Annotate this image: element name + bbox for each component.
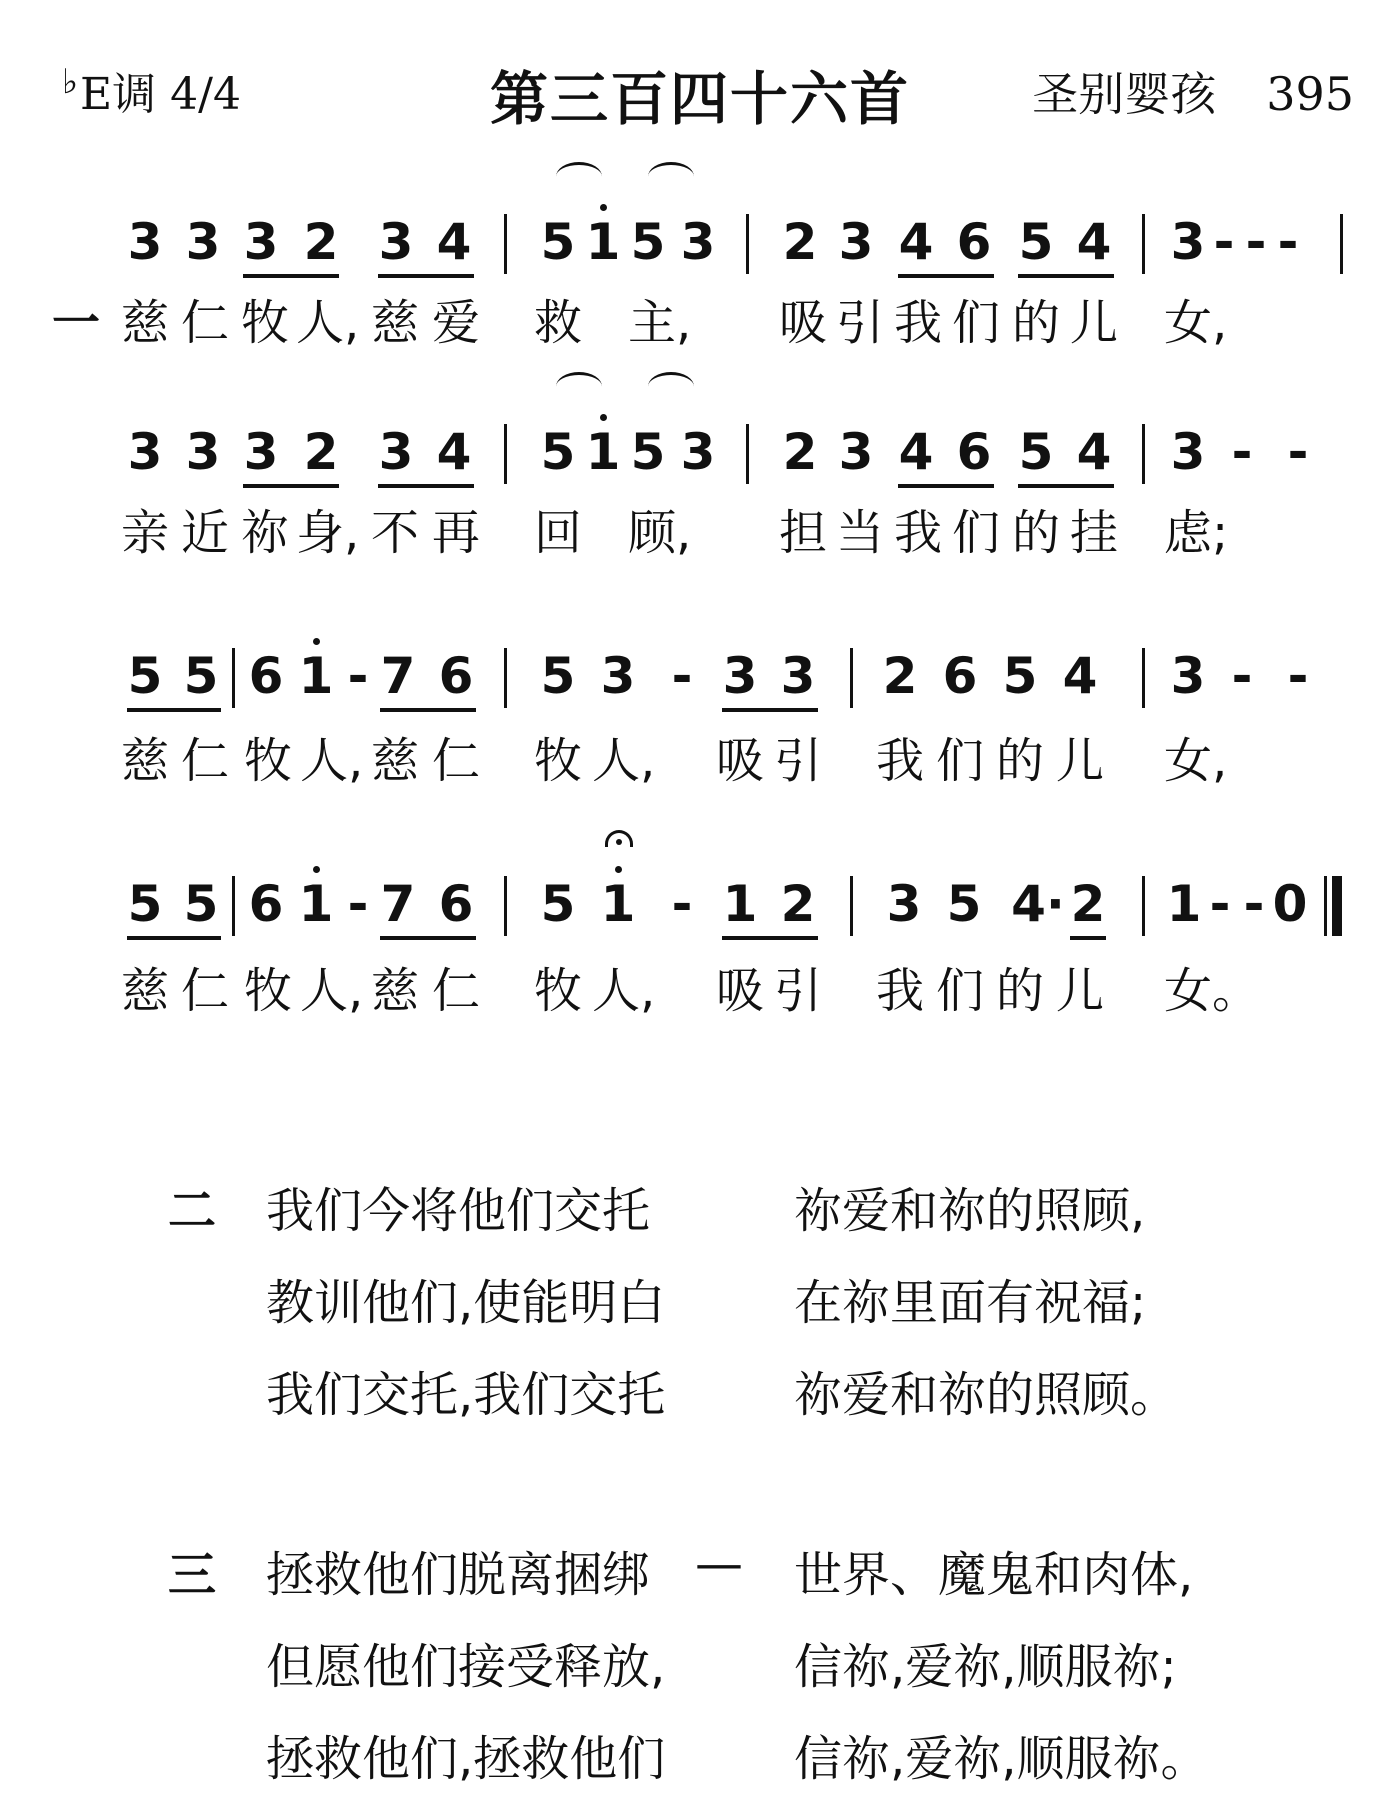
note: 3: [243, 213, 279, 271]
lyric-syllable: 女,: [1164, 295, 1228, 351]
lyric-syllable: 再: [431, 505, 480, 561]
lyric-syllable: 引: [835, 295, 884, 351]
lyric-syllable: 挂: [1069, 505, 1118, 561]
lyric-syllable: 引: [773, 733, 822, 789]
beam-underline: [378, 274, 474, 278]
lyric-syllable: 吸: [715, 733, 764, 789]
note: 2: [303, 213, 339, 271]
verse-line-right: 在祢里面有祝福;: [794, 1275, 1147, 1331]
lyric-syllable: 我: [893, 505, 942, 561]
lyric-syllable: 人,: [300, 733, 364, 789]
lyric-syllable: 女,: [1164, 733, 1228, 789]
note: 3: [838, 423, 874, 481]
note: 5: [946, 875, 982, 933]
note: 1: [722, 875, 758, 933]
lyric-syllable: 儿: [1055, 963, 1104, 1019]
lyric-syllable: 吸: [715, 963, 764, 1019]
beam-underline: [722, 708, 818, 712]
beam-underline: [380, 936, 476, 940]
notation-row-2: [0, 424, 1400, 504]
notation-row-4: [0, 876, 1400, 956]
lyric-syllable: 我: [875, 733, 924, 789]
lyric-syllable: 的: [1011, 295, 1060, 351]
lyric-syllable: 人,: [592, 733, 656, 789]
note: 3: [243, 423, 279, 481]
note: 3: [680, 213, 716, 271]
lyric-syllable: 的: [1011, 505, 1060, 561]
lyric-syllable: 慈: [370, 733, 419, 789]
note: 1: [298, 648, 334, 704]
note: -: [1245, 213, 1267, 271]
lyric-syllable: 不: [370, 505, 419, 561]
note: 3: [838, 213, 874, 271]
lyric-row-2: [0, 494, 1400, 561]
lyric-syllable: 我: [893, 295, 942, 351]
verse-line-left: 我们交托,我们交托: [266, 1367, 666, 1423]
lyric-syllable: 祢: [240, 505, 289, 561]
lyric-syllable: 们: [935, 963, 984, 1019]
note: 2: [1070, 875, 1106, 933]
note: -: [347, 647, 369, 705]
lyric-syllable: 爱: [431, 295, 480, 351]
lyric-syllable: 人,: [300, 963, 364, 1019]
lyric-syllable: 人,: [592, 963, 656, 1019]
note: 3: [127, 423, 163, 481]
note: 2: [882, 647, 918, 705]
lyric-syllable: 慈: [120, 733, 169, 789]
note: 7: [380, 875, 416, 933]
lyric-syllable: 仁: [431, 733, 480, 789]
note: 3: [600, 647, 636, 705]
note: 4: [1076, 213, 1112, 271]
bar-line: [1340, 214, 1343, 274]
octave-dot: [600, 204, 607, 211]
lyric-row-1: [0, 284, 1400, 351]
bar-line: [504, 876, 507, 936]
bar-line: [1142, 214, 1145, 274]
notation-row-3: [0, 648, 1400, 728]
note: -: [1243, 875, 1265, 933]
note: 5: [540, 647, 576, 705]
lyric-syllable: 仁: [431, 963, 480, 1019]
lyric-syllable: 牧: [533, 963, 582, 1019]
lyric-row-3: [0, 722, 1400, 789]
note: 3: [185, 213, 221, 271]
bar-line: [1142, 648, 1145, 708]
note: 1: [585, 214, 621, 270]
header-right: [1032, 58, 1354, 124]
lyric-syllable: 牧: [240, 295, 289, 351]
octave-dot: [313, 866, 320, 873]
lyric-syllable: 身,: [296, 505, 360, 561]
slur: [556, 162, 602, 191]
verse-line-right: 信祢,爱祢,顺服祢;: [794, 1639, 1177, 1695]
beam-underline: [898, 484, 994, 488]
note: 6: [956, 423, 992, 481]
note: 2: [303, 423, 339, 481]
note: 5: [540, 875, 576, 933]
octave-dot: [313, 638, 320, 645]
beam-underline: [898, 274, 994, 278]
note: 4·: [1011, 875, 1065, 933]
verse-line-left: 我们今将他们交托: [266, 1183, 651, 1239]
note: 5: [1018, 423, 1054, 481]
octave-dot: [600, 414, 607, 421]
bar-line: [504, 424, 507, 484]
note: 5: [540, 213, 576, 271]
beam-underline: [1070, 936, 1106, 940]
bar-line: [746, 214, 749, 274]
beam-underline: [243, 274, 339, 278]
note: 2: [782, 423, 818, 481]
lyric-syllable: 仁: [180, 295, 229, 351]
note: 3: [886, 875, 922, 933]
note: -: [1213, 213, 1235, 271]
note: 3: [1170, 647, 1206, 705]
note: 2: [782, 213, 818, 271]
note: -: [1231, 423, 1253, 481]
hymn-title: 第三百四十六首: [489, 65, 910, 133]
note: 6: [438, 647, 474, 705]
key-and-meter: E调 4/4: [80, 69, 241, 120]
slur: [648, 162, 694, 191]
note: 5: [127, 647, 163, 705]
note: 1: [1166, 875, 1202, 933]
final-bar-line: [1332, 876, 1342, 936]
note: 5: [540, 423, 576, 481]
verse-line-right: 祢爱和祢的照顾,: [794, 1183, 1146, 1239]
lyric-syllable: 女。: [1164, 963, 1261, 1019]
verse-number: 三: [168, 1547, 217, 1603]
beam-underline: [1018, 484, 1114, 488]
octave-dot: [615, 866, 622, 873]
note: 1: [298, 876, 334, 932]
lyric-row-4: [0, 952, 1400, 1019]
slur: [648, 372, 694, 401]
beam-underline: [1018, 274, 1114, 278]
lyric-syllable: 慈: [370, 295, 419, 351]
bar-line: [850, 648, 853, 708]
verse-number: 一: [51, 295, 100, 351]
beam-underline: [127, 708, 221, 712]
note: 4: [1062, 647, 1098, 705]
beam-underline: [380, 708, 476, 712]
verse-line-right: 世界、魔鬼和肉体,: [794, 1547, 1194, 1603]
lyric-syllable: 虑;: [1164, 505, 1229, 561]
note: 6: [248, 875, 284, 933]
lyric-syllable: 牧: [243, 963, 292, 1019]
bar-line: [504, 648, 507, 708]
verse-line-right: 祢爱和祢的照顾。: [794, 1367, 1179, 1423]
verse-number: 二: [168, 1183, 217, 1239]
lyric-syllable: 慈: [370, 963, 419, 1019]
beam-underline: [127, 936, 221, 940]
lyric-syllable: 回: [533, 505, 582, 561]
bar-line: [232, 876, 235, 936]
note: 3: [722, 647, 758, 705]
note: 7: [380, 647, 416, 705]
bar-line: [746, 424, 749, 484]
lyric-syllable: 慈: [120, 963, 169, 1019]
note: 3: [680, 423, 716, 481]
note: 5: [183, 647, 219, 705]
note: -: [347, 875, 369, 933]
verse-line-left: 拯救他们,拯救他们: [266, 1731, 666, 1787]
note: 3: [1170, 213, 1206, 271]
note: 3: [780, 647, 816, 705]
notation-row-1: [0, 214, 1400, 294]
note: 3: [378, 213, 414, 271]
lyric-syllable: 仁: [180, 963, 229, 1019]
note: 3: [1170, 423, 1206, 481]
note: -: [671, 875, 693, 933]
lyric-syllable: 人,: [296, 295, 360, 351]
lyric-syllable: 引: [773, 963, 822, 1019]
note: 3: [378, 423, 414, 481]
note: 5: [630, 423, 666, 481]
verse-line-right: 信祢,爱祢,顺服祢。: [794, 1731, 1209, 1787]
lyric-syllable: 们: [951, 505, 1000, 561]
lyric-syllable: 儿: [1069, 295, 1118, 351]
note: -: [1287, 423, 1309, 481]
note: -: [1287, 647, 1309, 705]
bar-line: [850, 876, 853, 936]
note: -: [1277, 213, 1299, 271]
beam-underline: [722, 936, 818, 940]
note: 6: [942, 647, 978, 705]
lyric-syllable: 顾,: [628, 505, 692, 561]
flat-sign: ♭: [62, 62, 79, 102]
note: -: [671, 647, 693, 705]
lyric-syllable: 儿: [1055, 733, 1104, 789]
note: 0: [1272, 875, 1308, 933]
note: 4: [1076, 423, 1112, 481]
beam-underline: [378, 484, 474, 488]
note: 3: [185, 423, 221, 481]
lyric-syllable: 牧: [533, 733, 582, 789]
note: 1: [600, 876, 636, 932]
note: 4: [436, 423, 472, 481]
lyric-syllable: 担: [778, 505, 827, 561]
note: 3: [127, 213, 163, 271]
note: 4: [436, 213, 472, 271]
em-dash: —: [695, 1536, 743, 1592]
beam-underline: [243, 484, 339, 488]
lyric-syllable: 仁: [180, 733, 229, 789]
lyric-syllable: 慈: [120, 295, 169, 351]
note: 5: [183, 875, 219, 933]
note: 4: [898, 423, 934, 481]
lyric-syllable: 救: [533, 295, 582, 351]
lyric-syllable: 主,: [628, 295, 692, 351]
verse-line-left: 教训他们,使能明白: [266, 1275, 666, 1331]
note: 5: [1018, 213, 1054, 271]
note: 2: [780, 875, 816, 933]
note: 6: [956, 213, 992, 271]
lyric-syllable: 当: [835, 505, 884, 561]
bar-line: [504, 214, 507, 274]
lyric-syllable: 近: [180, 505, 229, 561]
lyric-syllable: 们: [935, 733, 984, 789]
verse-line-left: 但愿他们接受释放,: [266, 1639, 666, 1695]
verse-line-left: 拯救他们脱离捆绑: [266, 1547, 651, 1603]
lyric-syllable: 牧: [243, 733, 292, 789]
note: -: [1231, 647, 1253, 705]
bar-line: [1142, 424, 1145, 484]
note: 6: [248, 647, 284, 705]
page-number: 395: [1266, 67, 1354, 121]
note: 4: [898, 213, 934, 271]
bar-line: [232, 648, 235, 708]
hymn-subject: 圣别婴孩: [1032, 67, 1217, 121]
lyric-syllable: 我: [875, 963, 924, 1019]
lyric-syllable: 吸: [778, 295, 827, 351]
bar-line: [1142, 876, 1145, 936]
note: 5: [630, 213, 666, 271]
note: 6: [438, 875, 474, 933]
lyric-syllable: 的: [995, 963, 1044, 1019]
note: 1: [585, 424, 621, 480]
lyric-syllable: 亲: [120, 505, 169, 561]
fermata-icon: [605, 830, 633, 847]
note: -: [1209, 875, 1231, 933]
slur: [556, 372, 602, 401]
lyric-syllable: 的: [995, 733, 1044, 789]
note: 5: [1002, 647, 1038, 705]
note: 5: [127, 875, 163, 933]
lyric-syllable: 们: [951, 295, 1000, 351]
